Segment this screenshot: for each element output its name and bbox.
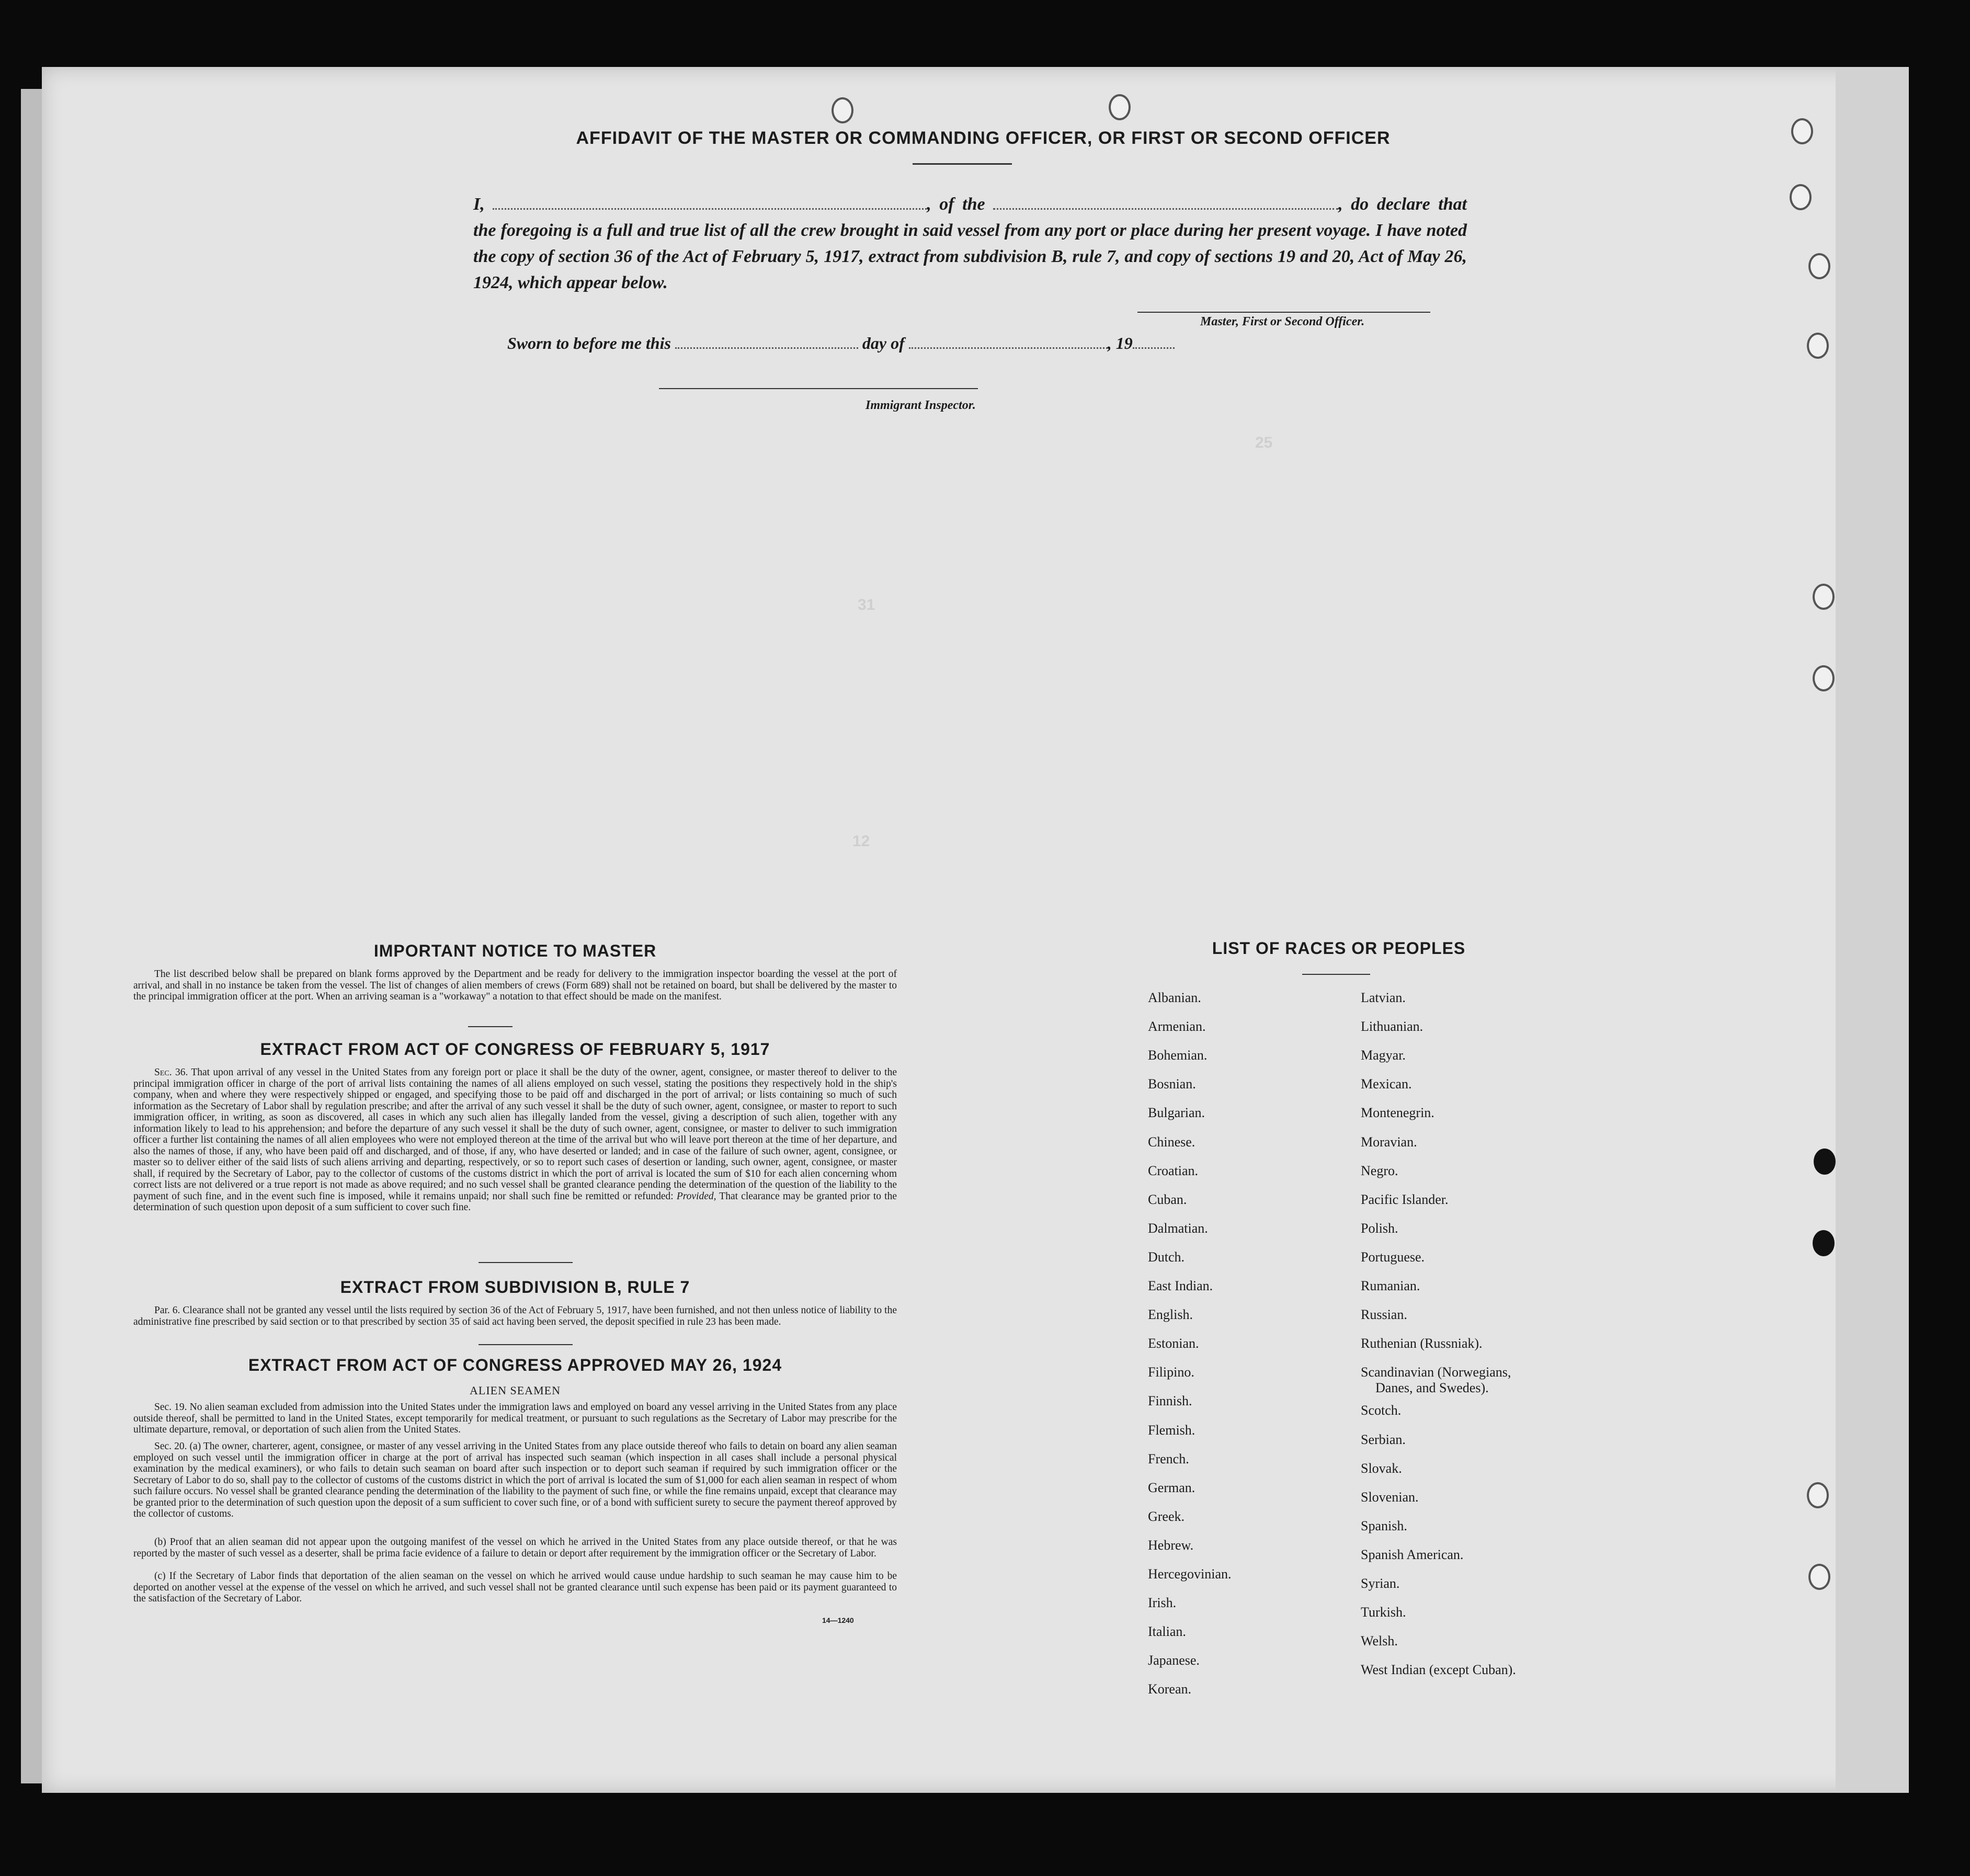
race-item: Dutch. — [1148, 1249, 1185, 1265]
sworn-prefix: Sworn to before me this — [507, 334, 671, 353]
race-item: Slovenian. — [1361, 1489, 1419, 1505]
race-item: West Indian (except Cuban). — [1361, 1662, 1516, 1678]
sworn-month-field[interactable] — [909, 333, 1108, 349]
race-item: Hebrew. — [1148, 1537, 1194, 1553]
race-item: Magyar. — [1361, 1048, 1406, 1063]
race-item: Danes, and Swedes). — [1375, 1380, 1489, 1396]
decl-of-the: , of the — [927, 195, 985, 214]
race-item: Syrian. — [1361, 1576, 1400, 1591]
punch-hole-icon — [1109, 94, 1131, 120]
race-item: Flemish. — [1148, 1422, 1195, 1438]
race-item: Welsh. — [1361, 1633, 1398, 1649]
punch-hole-icon — [1813, 584, 1835, 610]
race-item: Greek. — [1148, 1508, 1185, 1524]
act1917-sec-label: Sec. 36. — [154, 1067, 188, 1078]
punch-hole-icon — [832, 97, 853, 123]
document-page — [42, 67, 1904, 1793]
punch-hole-icon — [1791, 118, 1813, 144]
race-item: Serbian. — [1361, 1431, 1406, 1447]
bleed-through-row: 12 — [852, 833, 870, 850]
notice-title: IMPORTANT NOTICE TO MASTER — [373, 941, 657, 960]
act1924-sec20b: (b) Proof that an alien seaman did not appear upon the outgoing manifest of the vessel on which he arrived in the United States from any place outside thereof, or that he was reported by the master of such vessel as a deserter, shall be prima facie evidence of a failure to detain or deport after requirement by the immigration officer or the Secretary of Labor. — [133, 1537, 897, 1559]
act1917-body — [133, 1067, 897, 1213]
sworn-year-label: , 19 — [1107, 334, 1133, 353]
race-item: Moravian. — [1361, 1134, 1417, 1150]
divider — [479, 1262, 573, 1263]
race-item: Mexican. — [1361, 1076, 1412, 1092]
inspector-label: Immigrant Inspector. — [866, 399, 976, 412]
races-title: LIST OF RACES OR PEOPLES — [1212, 939, 1466, 958]
race-item: Rumanian. — [1361, 1278, 1420, 1293]
race-item: Pacific Islander. — [1361, 1191, 1449, 1207]
act1924-sec20c: (c) If the Secretary of Labor finds that deportation of the alien seaman on the vessel on which he arrived would cause undue hardship to such seaman he may cause him to be deported on another vessel at the expense of the vessel on which he arrived, and such vessel shall not be granted clearance until such expense has been paid or its payment guaranteed to the satisfaction of the Secretary of Labor. — [133, 1571, 897, 1604]
race-item: Albanian. — [1148, 990, 1201, 1005]
race-item: Chinese. — [1148, 1134, 1195, 1150]
race-item: Polish. — [1361, 1220, 1398, 1236]
act1924-sec20a: Sec. 20. (a) The owner, charterer, agent, consignee, or master of any vessel arriving in the United States from any place outside thereof who fails to detain on board any alien seaman employed on such vessel until the immigration officer in charge at the port of arrival has inspected such seaman (which inspection in all cases shall include a personal physical examination by the medical examiners), or who fails to detain such seaman on board after such inspection or to deport such seaman if required by such immigration officer or the Secretary of Labor to do so, shall pay to the collector of customs of the customs district in which the port of arrival is located the sum of $1,000 for each alien seaman in respect of whom such failure occurs. No vessel shall be granted clearance pending the determination of the liability to the payment of such fine, or while the fine remains unpaid, except that clearance may be granted prior to the determination of such question upon the deposit of a sum sufficient to cover such fine, or of a bond with sufficient surety to secure the payment thereof approved by the collector of customs. — [133, 1441, 897, 1519]
decl-do-declare: , do declare — [1338, 195, 1430, 214]
race-item: Italian. — [1148, 1624, 1186, 1640]
race-item: Russian. — [1361, 1307, 1407, 1323]
bleed-through-row: 31 — [858, 596, 875, 613]
vessel-field[interactable] — [993, 194, 1338, 210]
bleed-through-row: 25 — [1255, 434, 1273, 451]
race-item: East Indian. — [1148, 1278, 1213, 1293]
inspector-signature-line[interactable] — [659, 388, 978, 389]
race-item: Filipino. — [1148, 1365, 1194, 1380]
act1917-title: EXTRACT FROM ACT OF CONGRESS OF FEBRUARY 5, 1917 — [260, 1040, 770, 1059]
sworn-day-field[interactable] — [675, 333, 858, 349]
race-item: Spanish. — [1361, 1518, 1407, 1533]
sworn-day-label: day of — [862, 334, 905, 353]
rule7-title: EXTRACT FROM SUBDIVISION B, RULE 7 — [340, 1278, 690, 1297]
act1924-subtitle: ALIEN SEAMEN — [470, 1384, 561, 1397]
race-item: Lithuanian. — [1361, 1019, 1424, 1034]
decl-i: I, — [473, 195, 485, 214]
master-signature-line[interactable] — [1137, 312, 1430, 313]
act1924-title: EXTRACT FROM ACT OF CONGRESS APPROVED MAY 26, 1924 — [248, 1356, 782, 1374]
punch-hole-icon — [1813, 1230, 1835, 1256]
race-item: Scandinavian (Norwegians, — [1361, 1365, 1511, 1380]
race-item: Spanish American. — [1361, 1547, 1464, 1562]
race-item: Scotch. — [1361, 1403, 1402, 1418]
page-edge-right — [1836, 67, 1909, 1793]
act1917-text: That upon arrival of any vessel in the United States from any foreign port or place it shall be the duty of the owner, agent, consignee, or master thereof to deliver to the principal immigration officer in charge of the port of arrival lists containing the names of all aliens employed on such vessel, stating the positions they respectively hold in the ship's company, when and where they were respectively shipped or engaged, and specifying those to be paid off and discharged in the port of arrival; or lists containing so much of such information as the Secretary of Labor shall by regulation prescribe; and after the arrival of any such vessel it shall be the duty of such owner, agent, consignee, or master to report to such immigration officer, in writing, as soon as discovered, all cases in which any such alien has illegally landed from the vessel, giving a description of such alien, together with any information likely to lead to his apprehension; and before the departure of any such vessel it shall be the duty of such owner, agent, consignee, or master to deliver to such immigration officer a further list containing the names of all alien employees who were not employed thereon at the time of the arrival but who will leave port thereon at the time of her departure, and also the names of those, if any, who have been paid off and discharged, and of those, if any, who have deserted or landed; and in case of the failure of such owner, agent, consignee, or master so to deliver either of the said lists of such aliens arriving and departing, respectively, or so to report such cases of desertion or landing, such owner, agent, consignee, or master shall, if required by the Secretary of Labor, pay to the collector of customs of the customs district in which the port of arrival is located the sum of $10 for each alien concerning whom correct lists are not delivered or a true report is not made as above required; and no such vessel shall be granted clearance pending the determination of the question of the liability to the payment of such fine, and in the event such fine is imposed, while it remains unpaid; nor shall such fine be remitted or refunded: — [133, 1067, 897, 1202]
punch-hole-icon — [1790, 184, 1812, 210]
name-field[interactable] — [493, 194, 927, 210]
act1917-provided: Provided, — [676, 1190, 716, 1202]
race-item: Japanese. — [1148, 1653, 1200, 1668]
race-item: Ruthenian (Russniak). — [1361, 1336, 1483, 1351]
page-edge-left — [21, 89, 42, 1783]
race-item: Turkish. — [1361, 1605, 1406, 1620]
act1924-sec19: Sec. 19. No alien seaman excluded from admission into the United States under the immigration laws and employed on board any vessel arriving in the United States from any place outside thereof, shall be permitted to land in the United States, except temporarily for medical treatment, or pursuant to such regulations as the Secretary of Labor may prescribe for the ultimate departure, removal, or deportation of such alien from the United States. — [133, 1402, 897, 1435]
divider — [1302, 974, 1370, 975]
race-item: Cuban. — [1148, 1191, 1187, 1207]
race-item: Armenian. — [1148, 1019, 1206, 1034]
sworn-year-field[interactable] — [1133, 333, 1175, 349]
divider — [479, 1344, 573, 1345]
race-item: Montenegrin. — [1361, 1105, 1434, 1121]
rule7-body: Par. 6. Clearance shall not be granted any vessel until the lists required by section 36 of the Act of February 5, 1917, have been furnished, and not then unless notice of liability to the administrative fine prescribed by said section or to that prescribed by section 35 of said act having been served, the deposit specified in rule 23 has been made. — [133, 1305, 897, 1327]
race-item: Hercegovinian. — [1148, 1566, 1232, 1582]
sworn-line — [507, 333, 1175, 353]
affidavit-title: AFFIDAVIT OF THE MASTER OR COMMANDING OFFICER, OR FIRST OR SECOND OFFICER — [576, 128, 1391, 148]
race-item: English. — [1148, 1307, 1193, 1323]
divider — [468, 1026, 513, 1027]
race-item: Bosnian. — [1148, 1076, 1196, 1092]
race-item: Slovak. — [1361, 1460, 1402, 1476]
race-item: German. — [1148, 1480, 1195, 1495]
punch-hole-icon — [1807, 1482, 1829, 1508]
race-item: Negro. — [1361, 1163, 1398, 1178]
declaration — [473, 191, 1467, 296]
punch-hole-icon — [1814, 1149, 1836, 1175]
race-item: Estonian. — [1148, 1336, 1199, 1351]
race-item: Bulgarian. — [1148, 1105, 1205, 1121]
race-item: French. — [1148, 1451, 1189, 1466]
punch-hole-icon — [1813, 665, 1835, 691]
race-item: Latvian. — [1361, 990, 1406, 1005]
act1917-text-after: That clearance may be granted prior to the determination of such question upon deposit of a sum sufficient to cover such fine. — [133, 1190, 897, 1213]
punch-hole-icon — [1808, 253, 1830, 279]
race-item: Irish. — [1148, 1595, 1177, 1611]
race-item: Croatian. — [1148, 1163, 1199, 1178]
punch-hole-icon — [1808, 1564, 1830, 1590]
race-item: Finnish. — [1148, 1393, 1192, 1409]
notice-body: The list described below shall be prepared on blank forms approved by the Department and be ready for delivery to the immigration inspector boarding the vessel at the port of arrival, and shall in no instance be taken from the vessel. The list of changes of alien members of crews (Form 689) shall not be retained on board, but shall be delivered by the master to the principal immigration officer at the port. When an arriving seaman is a "workaway" a notation to that effect should be made on the manifest. — [133, 969, 897, 1002]
race-item: Portuguese. — [1361, 1249, 1425, 1265]
race-item: Dalmatian. — [1148, 1220, 1208, 1236]
decl-body: that the foregoing is a full and true list of all the crew brought in said vessel from any port or place during her present voyage. I have noted the copy of section 36 of the Act of February 5, 1917, extract from subdivision B, rule 7, and copy of sections 19 and 20, Act of May 26, 1924, which appear below. — [473, 195, 1467, 292]
form-number: 14—1240 — [822, 1616, 854, 1624]
master-label: Master, First or Second Officer. — [1200, 315, 1365, 328]
punch-hole-icon — [1807, 333, 1829, 359]
race-item: Bohemian. — [1148, 1048, 1208, 1063]
race-item: Korean. — [1148, 1681, 1192, 1697]
title-underline — [913, 163, 1012, 165]
